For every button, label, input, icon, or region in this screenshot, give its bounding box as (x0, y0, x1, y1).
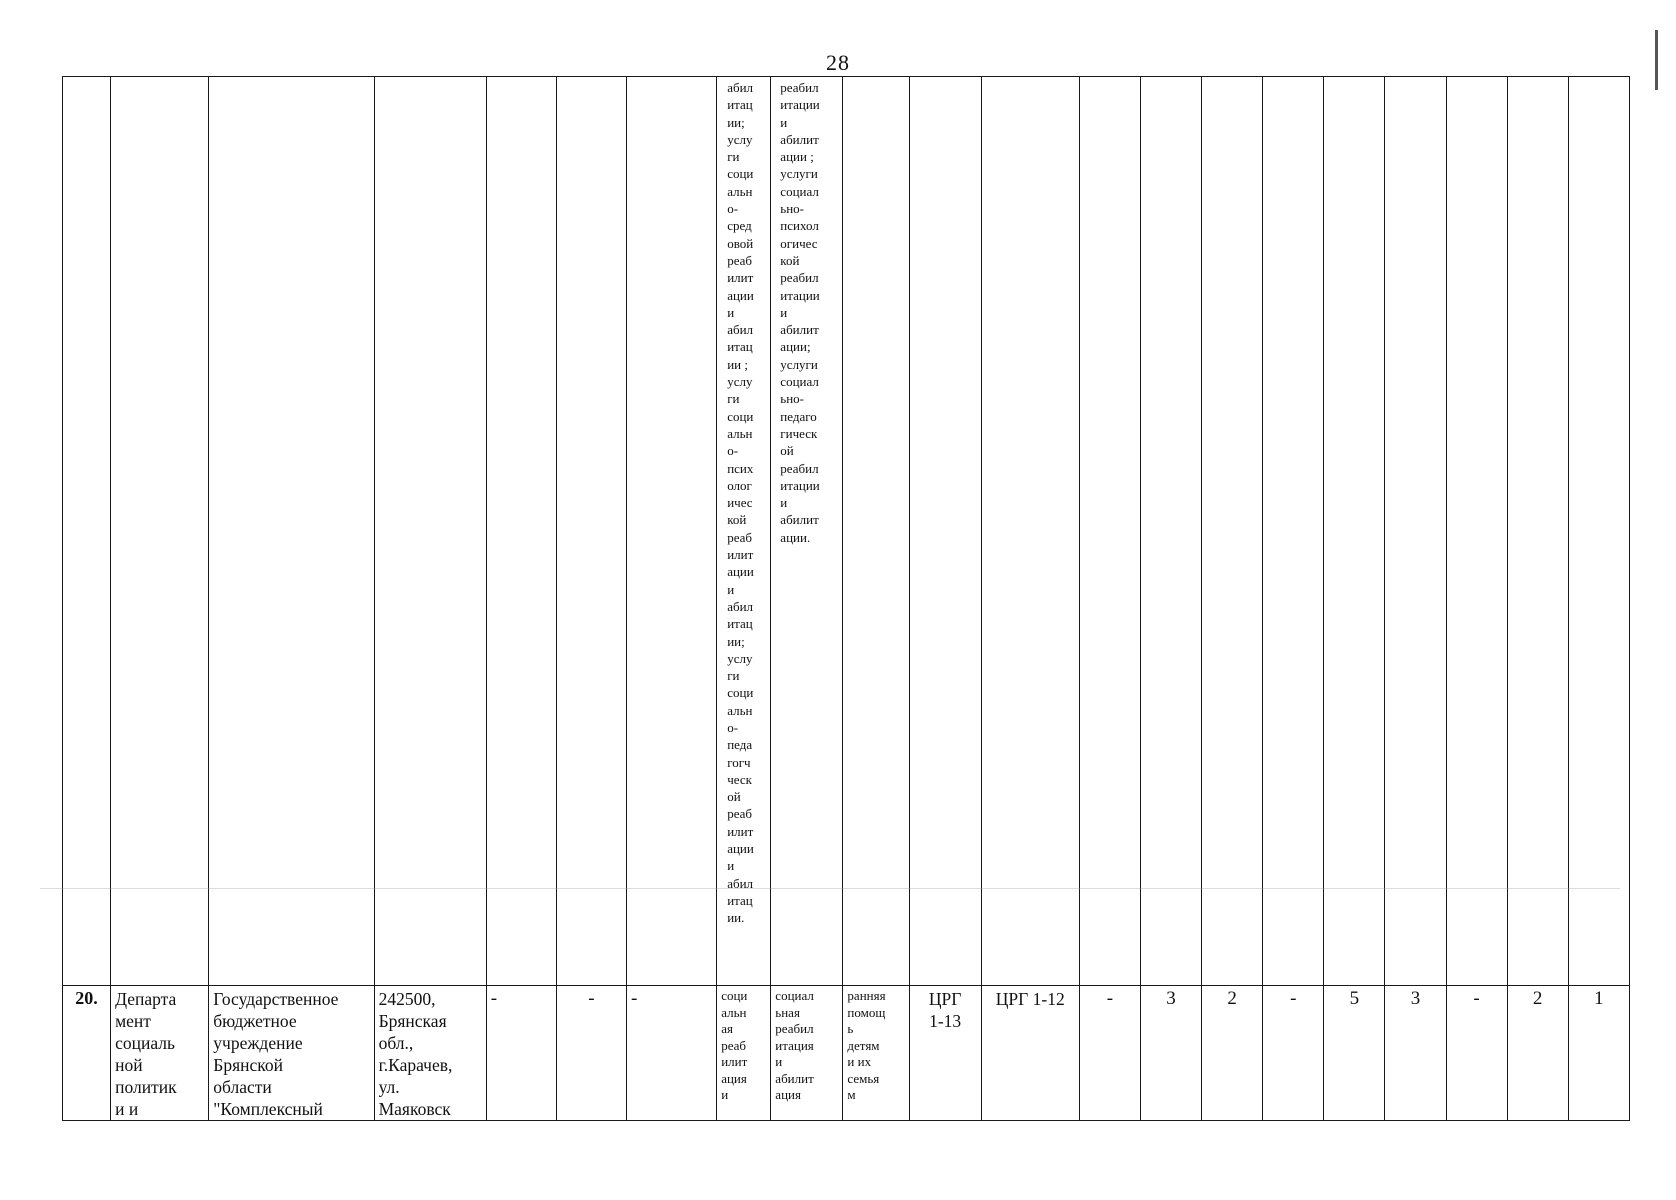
cell-col17 (1324, 77, 1385, 986)
row-col6: - (556, 986, 626, 1121)
cell-col11 (909, 77, 981, 986)
row-col18: 3 (1385, 986, 1446, 1121)
cell-col20 (1507, 77, 1568, 986)
row-col20: 2 (1507, 986, 1568, 1121)
cell-col12 (981, 77, 1079, 986)
row-col8: соци альн ая реаб илит ация и (717, 986, 771, 1121)
row-col13: - (1079, 986, 1140, 1121)
cell-address (374, 77, 486, 986)
cell-col16 (1263, 77, 1324, 986)
row-col11: ЦРГ 1-13 (909, 986, 981, 1121)
row-organization: Государственное бюджетное учреждение Брянской области "Комплексный (209, 986, 374, 1121)
cell-services-full: реабил итации и абилит ации ; услуги социал ьно- психол огичес кой реабил итации и абилит ации; услуги социал ьно- педаго гическ ой реабил итации и абилит ации. (771, 77, 843, 986)
continuation-row (63, 77, 1630, 986)
scan-artifact (40, 888, 1620, 889)
row-col17: 5 (1324, 986, 1385, 1121)
row-col5: - (486, 986, 556, 1121)
cell-department (111, 77, 209, 986)
cell-col13 (1079, 77, 1140, 986)
scan-artifact (1655, 30, 1658, 90)
cell-col14 (1140, 77, 1201, 986)
cell-num (63, 77, 111, 986)
cell-col6 (556, 77, 626, 986)
services-table (62, 76, 1630, 1121)
row-col7: - (627, 986, 717, 1121)
row-col21: 1 (1568, 986, 1629, 1121)
row-col9: социал ьная реабил итация и абилит ация (771, 986, 843, 1121)
row-department: Департа мент социаль ной политик и и (111, 986, 209, 1121)
row-address: 242500, Брянская обл., г.Карачев, ул. Маяковск (374, 986, 486, 1121)
cell-col7 (627, 77, 717, 986)
cell-col5 (486, 77, 556, 986)
table-row-20 (63, 986, 1630, 1121)
cell-col10 (843, 77, 909, 986)
row-col16: - (1263, 986, 1324, 1121)
cell-organization (209, 77, 374, 986)
cell-col15 (1202, 77, 1263, 986)
row-col19: - (1446, 986, 1507, 1121)
row-col15: 2 (1202, 986, 1263, 1121)
row-number: 20. (63, 986, 111, 1121)
row-col12: ЦРГ 1-12 (981, 986, 1079, 1121)
row-col14: 3 (1140, 986, 1201, 1121)
page-number: 28 (826, 50, 850, 75)
cell-services-short: абил итац ии; услу ги соци альн о- сред овой реаб илит ации и абил итац ии ; услу ги соци альн о- псих олог ичес кой реаб илит ации и абил итац ии; услу ги соци альн о- педа гогч ческ ой реаб илит ации и абил итац ии. (717, 77, 771, 986)
cell-col21 (1568, 77, 1629, 986)
cell-col18 (1385, 77, 1446, 986)
cell-col19 (1446, 77, 1507, 986)
row-col10: ранняя помощ ь детям и их семья м (843, 986, 909, 1121)
